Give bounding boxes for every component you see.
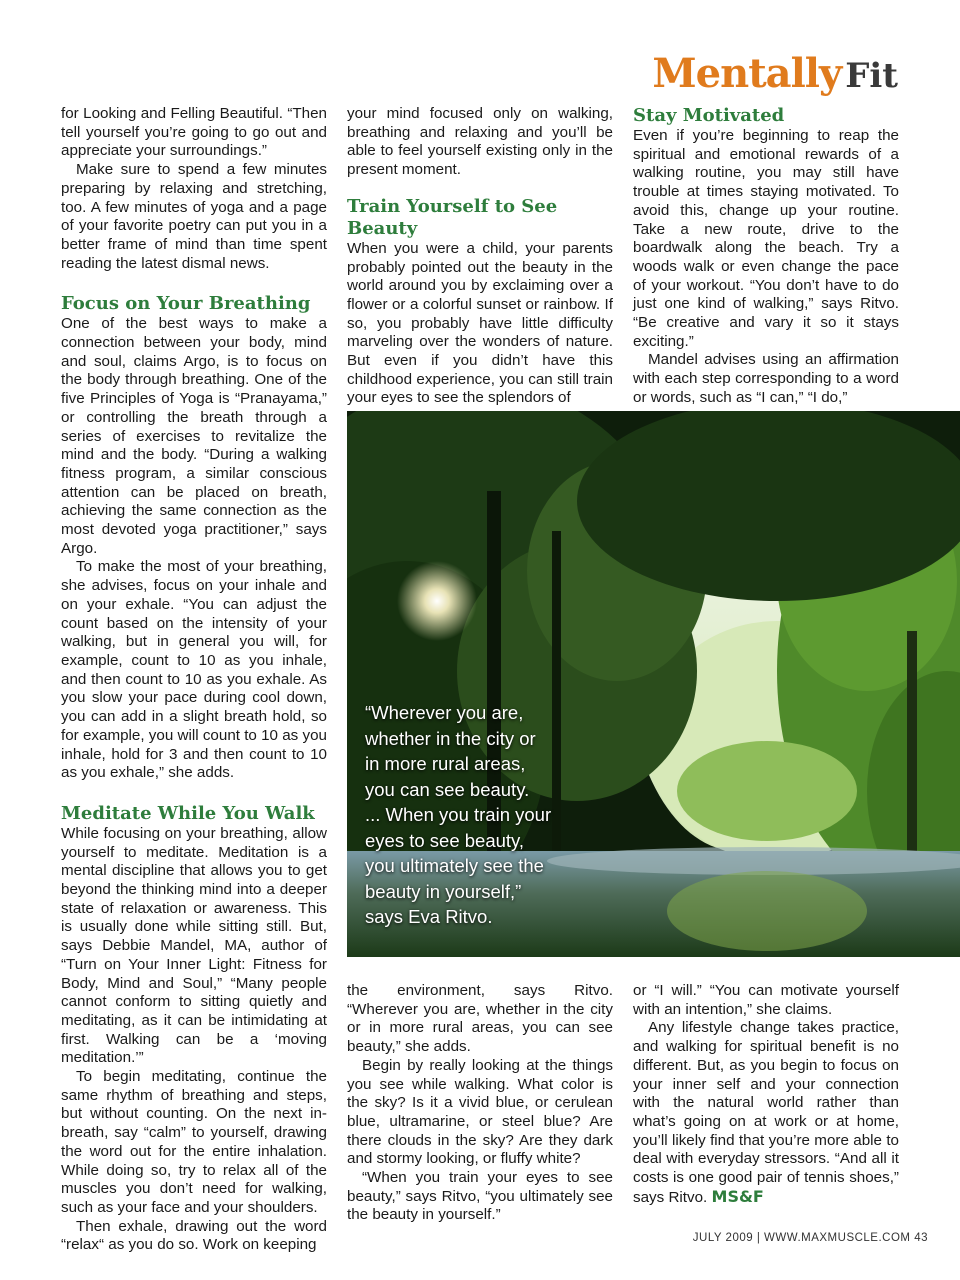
article-column-3-lower — [633, 982, 899, 1207]
paragraph: Mandel advises using an affirmation with each step corresponding to a word or words, such as “I can,” “I do,” — [633, 351, 899, 406]
subheading-see-beauty: Train Yourself to See Beauty — [347, 195, 558, 239]
paragraph: or “I will.” “You can motivate yourself with an intention,” she claims. — [633, 982, 899, 1018]
paragraph: Make sure to spend a few minutes preparing by relaxing and stretching, too. A few minutes of yoga and a page of your favorite poetry can put you in a better frame of mind than time spent reading the latest dismal news. — [61, 161, 327, 272]
article-column-2 — [347, 105, 613, 408]
paragraph: your mind focused only on walking, breathing and relaxing and you’ll be able to feel yourself existing only in the present moment. — [347, 105, 613, 179]
paragraph: the environment, says Ritvo. “Wherever you are, whether in the city or in more rural areas, you can see beauty,” she adds. — [347, 982, 613, 1056]
paragraph: “When you train your eyes to see beauty,” says Ritvo, “you ultimately see the beauty in yourself.” — [347, 1169, 613, 1224]
quote-line: says Eva Ritvo. — [365, 906, 493, 927]
quote-line: ... When you train your — [365, 804, 552, 825]
quote-line: you ultimately see the — [365, 855, 544, 876]
paragraph: To make the most of your breathing, she advises, focus on your inhale and on your exhale. “You can adjust the count based on the intensity of your walking, but in general you will, for example, count to 10 as you inhale, and then count to 10 as you exhale. As you slow your pace during cool down, you can add in a slight breath hold, so for example, you will count to 10 as you inhale, hold for 3 and then count to 10 as you exhale,” she adds. — [61, 558, 327, 782]
section-title-mentally: Mentally — [652, 50, 842, 97]
paragraph: Even if you’re beginning to reap the spiritual and emotional rewards of a walking routine, you may still have trouble at times staying motivated. To avoid this, change up your routine. Take a new route, drive to the boardwalk along the beach. Try a woods walk or even change the pace of your workout. “You don’t have to do just one kind of walking,” says Ritvo. “Be creative and vary it so it stays exciting.” — [633, 127, 899, 350]
paragraph: for Looking and Felling Beautiful. “Then tell yourself you’re going to go out and appreciate your surroundings.” — [61, 105, 327, 160]
subheading-stay-motivated: Stay Motivated — [633, 105, 785, 126]
paragraph-text: Any lifestyle change takes practice, and walking for spiritual benefit is no different. But, as you begin to focus on your inner self and your connection with the natural world rather than what’s going on at work or at home, you’ll likely find that you’re more able to deal with everyday stressors. “And all it costs is one good pair of tennis shoes,” says Ritvo. — [633, 1019, 899, 1206]
quote-line: in more rural areas, — [365, 753, 526, 774]
paragraph: Begin by really looking at the things you see while walking. What color is the sky? Is it a vivid blue, or cerulean blue, ultramarine, or steel blue? Are there clouds in the sky? Are they dark and stormy looking, or fluffy white? — [347, 1056, 613, 1168]
quote-line: beauty in yourself,” — [365, 880, 522, 902]
signoff-logo: MS&F — [711, 1186, 764, 1206]
paragraph — [633, 1019, 899, 1207]
article-column-2-lower — [347, 982, 613, 1225]
forest-photo — [347, 411, 960, 957]
paragraph: Then exhale, drawing out the word “relax“ as you do so. Work on keeping — [61, 1217, 327, 1254]
paragraph: To begin meditating, continue the same rhythm of breathing and steps, but without counting. On the next in-breath, say “calm” to yourself, drawing the word out for the entire inhalation. While doing so, try to relax all of the muscles you don’t need for walking, such as your face and your shoulders. — [61, 1068, 327, 1216]
quote-line: “Wherever you are, — [365, 702, 524, 723]
page-footer: JULY 2009 | WWW.MAXMUSCLE.COM 43 — [692, 1232, 928, 1244]
article-column-3 — [633, 105, 899, 408]
quote-line: you can see beauty. — [365, 778, 530, 800]
article-column-1 — [61, 105, 327, 1255]
quote-line: whether in the city or — [365, 727, 536, 749]
section-header — [652, 50, 898, 97]
paragraph: When you were a child, your parents probably pointed out the beauty in the world around you by exclaiming over a flower or a colorful sunset or rainbow. If so, you probably have little difficulty marveling over the wonders of nature. But even if you didn’t have this childhood experience, you can still train your eyes to see the splendors of — [347, 239, 613, 407]
section-title-fit: Fit — [845, 56, 898, 96]
paragraph: While focusing on your breathing, allow yourself to meditate. Meditation is a mental discipline that allows you to get beyond the thinking mind into a deeper state of relaxation or awareness. This is usually done while sitting still. But, says Debbie Mandel, MA, author of “Turn on Your Inner Light: Fitness for Body, Mind and Soul,” “Many people cannot conform to sitting quietly and meditating, as it can be intimidating at first. Walking can be a ‘moving meditation.’” — [61, 824, 327, 1067]
pull-quote — [365, 700, 575, 930]
quote-line: eyes to see beauty, — [365, 829, 525, 851]
subheading-meditate: Meditate While You Walk — [61, 802, 315, 824]
paragraph: One of the best ways to make a connection between your body, mind and soul, claims Argo, is to focus on the body through breathing. One of the five Principles of Yoga is “Pranayama,” or controlling the breath through a series of exercises to revitalize the mind and the body. “During a walking fitness program, a similar conscious attention can be placed on breath, achieving the same connection as the most devoted yoga practitioner,” says Argo. — [61, 315, 327, 557]
subheading-focus-breathing: Focus on Your Breathing — [61, 293, 311, 315]
